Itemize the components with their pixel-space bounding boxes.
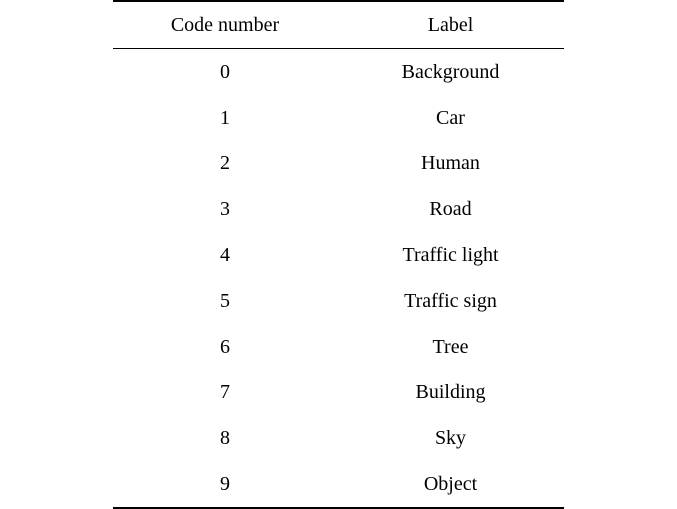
table-row [113, 141, 564, 187]
cell-label: Tree [432, 335, 469, 358]
cell-label: Background [401, 60, 500, 83]
header-code-number: Code number [113, 1, 337, 49]
table-row [113, 461, 564, 508]
cell-label: Sky [434, 427, 467, 450]
cell-code: 3 [220, 198, 230, 221]
cell-code: 1 [220, 106, 230, 129]
cell-code: 4 [220, 244, 230, 267]
header-label: Label [337, 1, 564, 49]
cell-label: Car [436, 106, 465, 129]
table-row [113, 95, 564, 141]
cell-label: Traffic light [402, 244, 499, 267]
cell-label: Traffic sign [404, 289, 497, 312]
table-row [113, 278, 564, 324]
cell-code: 8 [220, 427, 230, 450]
table-row [113, 415, 564, 461]
cell-code: 5 [220, 289, 230, 312]
cell-code: 2 [220, 152, 230, 175]
cell-label: Road [429, 198, 472, 221]
label-code-table-container [113, 0, 564, 509]
cell-code: 7 [220, 381, 230, 404]
cell-code: 6 [220, 335, 230, 358]
cell-code: 9 [113, 461, 337, 508]
cell-label: Human [421, 152, 480, 175]
header-row [113, 1, 564, 49]
table-row [113, 324, 564, 370]
table-row [113, 186, 564, 232]
label-code-table [113, 0, 564, 509]
table-body [113, 49, 564, 508]
table-row [113, 370, 564, 416]
table-row [113, 232, 564, 278]
table-header [113, 1, 564, 49]
cell-code: 0 [220, 60, 230, 83]
cell-label: Object [337, 461, 564, 508]
cell-label: Building [415, 381, 486, 404]
table-row [113, 49, 564, 95]
